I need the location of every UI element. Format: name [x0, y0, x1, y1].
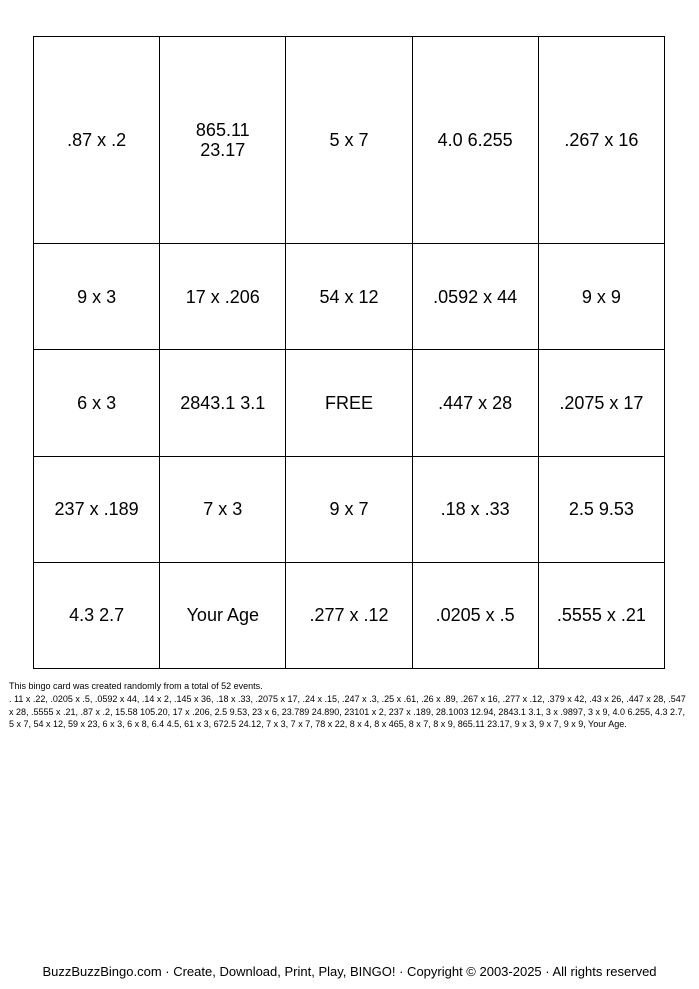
- bingo-cell: 9 x 7: [286, 456, 412, 562]
- bingo-cell: 5 x 7: [286, 37, 412, 244]
- bingo-cell: 865.11 23.17: [160, 37, 286, 244]
- bingo-row: [34, 37, 665, 244]
- bingo-cell: .18 x .33: [412, 456, 538, 562]
- bingo-cell: 6 x 3: [34, 350, 160, 456]
- bingo-cell: 237 x .189: [34, 456, 160, 562]
- bingo-cell: 9 x 3: [34, 244, 160, 350]
- bingo-cell: .2075 x 17: [538, 350, 664, 456]
- bingo-cell: 9 x 9: [538, 244, 664, 350]
- bingo-cell: .0592 x 44: [412, 244, 538, 350]
- bingo-cell: 4.0 6.255: [412, 37, 538, 244]
- bingo-cell: 4.3 2.7: [34, 562, 160, 668]
- bingo-cell: .5555 x .21: [538, 562, 664, 668]
- bingo-card-grid: [33, 36, 665, 669]
- bingo-cell: .267 x 16: [538, 37, 664, 244]
- bingo-cell: 2.5 9.53: [538, 456, 664, 562]
- bingo-cell: .277 x .12: [286, 562, 412, 668]
- free-space-cell: FREE: [286, 350, 412, 456]
- bingo-cell: 17 x .206: [160, 244, 286, 350]
- bingo-cell: 7 x 3: [160, 456, 286, 562]
- bingo-row: [34, 456, 665, 562]
- bingo-row: [34, 350, 665, 456]
- card-caption: This bingo card was created randomly from a total of 52 events.: [9, 681, 263, 691]
- bingo-cell: .447 x 28: [412, 350, 538, 456]
- bingo-cell: Your Age: [160, 562, 286, 668]
- bingo-row: [34, 244, 665, 350]
- bingo-cell: 2843.1 3.1: [160, 350, 286, 456]
- events-list: . 11 x .22, .0205 x .5, .0592 x 44, .14 x 2, .145 x 36, .18 x .33, .2075 x 17, .24 x .15, .247 x .3, .25 x .61, .26 x .89, .267 x 16, .277 x .12, .379 x 42, .43 x 26, .447 x 28, .547 x 28, .5555 x .21, .87 x .2, 15.58 105.20, 17 x .206, 2.5 9.53, 23 x 6, 23.789 24.890, 23101 x 2, 237 x .189, 28.1003 12.94, 2843.1 3.1, 3 x .9897, 3 x 9, 4.0 6.255, 4.3 2.7, 5 x 7, 54 x 12, 59 x 23, 6 x 3, 6 x 8, 6.4 4.5, 61 x 3, 672.5 24.12, 7 x 3, 7 x 7, 78 x 22, 8 x 4, 8 x 465, 8 x 7, 8 x 9, 865.11 23.17, 9 x 3, 9 x 7, 9 x 9, Your Age.: [9, 694, 686, 729]
- bingo-cell: .87 x .2: [34, 37, 160, 244]
- bingo-cell: .0205 x .5: [412, 562, 538, 668]
- bingo-row: [34, 562, 665, 668]
- footer-text: BuzzBuzzBingo.com · Create, Download, Print, Play, BINGO! · Copyright © 2003-2025 · All rights reserved: [42, 964, 657, 979]
- bingo-cell: 54 x 12: [286, 244, 412, 350]
